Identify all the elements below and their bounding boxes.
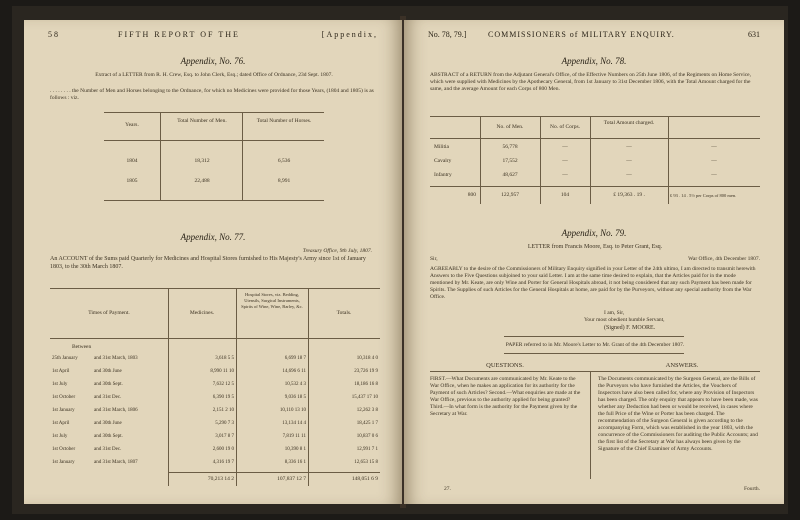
appendix-78-table [430, 116, 760, 206]
table-row [50, 404, 380, 417]
table-78-militia-average: — [711, 144, 717, 150]
table-78-row-militia: Militia [434, 144, 449, 150]
cell-date-end: and 30th Sept. [94, 434, 123, 439]
table-78-infantry-average: — [711, 172, 717, 178]
table-78-header-amount: Total Amount charged. [603, 120, 655, 126]
left-running-head: FIFTH REPORT OF THE [118, 30, 240, 39]
appendix-78-abstract: ABSTRACT of a RETURN from the Adjutant General's Office, of the Effective Numbers on 25th June 1806, of the Regiments on Home Service, which were supplied with Medicines by the Apothecary General, from 1st January to 31st December 1806, with the Total Amount charged for the same, and the average Amount for each Corps of 800 Men. [430, 72, 751, 92]
right-running-header [428, 30, 760, 42]
cell-stores: 8,336 16 1 [284, 460, 306, 465]
table-78-infantry-men: 48,627 [502, 172, 518, 178]
table-78-cavalry-average: — [711, 158, 717, 164]
table-78-cavalry-amount: — [626, 158, 632, 164]
cell-date: 1st July [52, 434, 68, 439]
table-78-cavalry-corps: — [562, 158, 568, 164]
table-78-row-cavalry: Cavalry [434, 158, 452, 164]
cell-medicines: 3,618 5 5 [215, 356, 234, 361]
cell-date-end: and 30th June [94, 421, 122, 426]
cell-stores: 9,036 18 5 [284, 395, 306, 400]
table-76-header-years: Years. [125, 122, 139, 128]
cell-stores: 10,110 13 10 [279, 408, 306, 413]
table-78-row-infantry: Infantry [434, 172, 452, 178]
cell-total: 15,437 17 10 [351, 395, 378, 400]
cell-medicines: 5,290 7 3 [215, 421, 234, 426]
cell-stores: 13,134 14 4 [282, 421, 306, 426]
cell-total: 12,991 7 1 [356, 447, 378, 452]
table-78-total-corps: 104 [560, 192, 570, 198]
appendix-77-title: Appendix, No. 77. [180, 232, 246, 242]
table-78-total-amount: £ 19,363 . 19 . [613, 192, 645, 198]
table-76-row2-men: 22,488 [194, 178, 210, 184]
table-77-header-times: Times of Payment. [88, 310, 130, 316]
cell-stores: 10,390 8 1 [284, 447, 306, 452]
right-page [404, 20, 784, 504]
appendix-78-title: Appendix, No. 78. [561, 56, 627, 66]
right-running-head-left: No. 78, 79.] [428, 30, 467, 39]
table-77-between-label: Between [72, 344, 92, 350]
table-row [50, 352, 380, 365]
appendix-76-extract-body: . . . . . . . . the Number of Men and Horses belonging to the Ordnance, for which no Medicines were provided for those Years, (1804 and 1805) is as follows : viz. [50, 88, 374, 101]
cell-date-end: and 31st Dec. [94, 447, 122, 452]
table-76-row1-horses: 6,536 [277, 158, 291, 164]
cell-date: 1st April [52, 369, 70, 374]
table-77-header-stores: Hospital Stores, viz. Bedding, Utensils, Surgical Instruments, Spirits of Wine, Wine, Barley, &c. [241, 292, 303, 309]
cell-date: 1st October [52, 395, 76, 400]
table-row [50, 378, 380, 391]
cell-date: 1st January [52, 460, 75, 465]
cell-total: 10,318 4 0 [356, 356, 378, 361]
cell-medicines: 8,990 11 10 [210, 369, 234, 374]
cell-stores: 10,532 4 3 [284, 382, 306, 387]
cell-stores: 14,696 6 11 [282, 369, 306, 374]
cell-stores: 7,819 11 11 [282, 434, 306, 439]
appendix-77-table [50, 288, 380, 494]
table-row [50, 430, 380, 443]
cell-date-end: and 31st March, 1803 [94, 356, 138, 361]
table-78-total-average: £ 93 . 14 . 5½ per Corps of 800 men. [670, 193, 737, 198]
book-spread [12, 6, 788, 514]
table-78-militia-amount: — [626, 144, 632, 150]
footer-signature-mark: 27. [444, 486, 451, 492]
table-77-body [50, 352, 380, 469]
appendix-76-title: Appendix, No. 76. [180, 56, 246, 66]
cell-total: 23,726 19 9 [354, 369, 378, 374]
table-76-header-horses: Total Number of Horses. [256, 118, 312, 124]
cell-date: 25th January [52, 356, 78, 361]
appendix-79-office: War Office, 4th December 1807. [688, 256, 760, 262]
cell-total: 12,653 15 8 [354, 460, 378, 465]
table-78-infantry-corps: — [562, 172, 568, 178]
appendix-79-signature: (Signed) F. MOORE. [604, 325, 656, 331]
right-running-head: COMMISSIONERS of MILITARY ENQUIRY. [488, 30, 675, 39]
questions-heading: QUESTIONS. [486, 362, 524, 369]
cell-stores: 6,699 18 7 [284, 356, 306, 361]
table-row [50, 365, 380, 378]
cell-date: 1st April [52, 421, 70, 426]
appendix-76-extract: Extract of a LETTER from R. H. Crew, Esq. to John Clerk, Esq.; dated Office of Ordnance, 23d Sept. 1807. [95, 72, 333, 78]
table-78-header-men: No. of Men. [496, 124, 524, 130]
cell-medicines: 7,632 12 5 [212, 382, 234, 387]
table-78-militia-corps: — [562, 144, 568, 150]
table-76-row1-men: 18,312 [194, 158, 210, 164]
cell-date: 1st July [52, 382, 68, 387]
table-row [50, 443, 380, 456]
appendix-77-account: An ACCOUNT of the Sums paid Quarterly for Medicines and Hospital Stores furnished to His Majesty's Army since 1st of January 1803, to the 30th March 1807. [50, 256, 366, 270]
cell-medicines: 2,600 19 0 [212, 447, 234, 452]
left-running-head-right: [Appendix, [321, 30, 378, 39]
appendix-79-title: Appendix, No. 79. [561, 228, 627, 238]
table-78-cavalry-men: 17,552 [502, 158, 518, 164]
appendix-79-closing: I am, Sir, [604, 310, 625, 316]
answers-text: The Documents communicated by the Surgeon General, are the Bills of the Purveyors who have furnished the Articles, the Vouchers of Inspectors have also been called for, where any Provision of Inspectors has been charged. The only enquiry that appears to have been made, was whether any Deduction had been or would be received, in cases where the full Price of the Wine or Porter has been charged. The recommendation of the Surgeon General is given according to the accompanying Form, which was established in the year 1803, with the concurrence of the Commissioners for auditing the Public Accounts; and the first list of the Secretary at War has always been given by the Signature of the Chief Examiner of Army Accounts. [598, 376, 758, 452]
appendix-79-paper-line: PAPER referred to in Mr. Moore's Letter to Mr. Grant of the 4th December 1807. [505, 342, 685, 348]
table-row [50, 417, 380, 430]
table-76-row2-horses: 8,991 [277, 178, 291, 184]
left-running-header [48, 30, 378, 42]
cell-total: 18,186 16 8 [354, 382, 378, 387]
cell-date-end: and 30th Sept. [94, 382, 123, 387]
table-76-header-men: Total Number of Men. [177, 118, 227, 124]
appendix-79-sir: Sir, [430, 256, 438, 262]
table-78-infantry-amount: — [626, 172, 632, 178]
table-77-header-totals: Totals. [336, 310, 352, 316]
table-78-total-men: 122,957 [501, 192, 519, 198]
questions-text: FIRST.—What Documents are communicated by Mr. Keate to the War Office, when he makes an application for its authority for the Payment of such Articles? Second.—What enquiries are made at the War Office, previous to the authority applied for being granted? Third.—In what form is the authority for the Payment given by the Secretary at War. [430, 376, 581, 417]
table-77-total-totals: 148,051 6 9 [351, 476, 378, 482]
cell-total: 18,425 1 7 [356, 421, 378, 426]
cell-date-end: and 30th June [94, 369, 122, 374]
table-77-header-medicines: Medicines. [189, 310, 215, 316]
cell-total: 12,262 3 8 [356, 408, 378, 413]
footer-catchword: Fourth. [743, 486, 760, 492]
table-76-row2-year: 1805 [126, 178, 138, 184]
table-77-total-stores: 107,837 12 7 [277, 476, 306, 482]
table-78-militia-men: 56,778 [502, 144, 518, 150]
right-page-number: 631 [748, 30, 760, 39]
appendix-76-table [104, 112, 324, 202]
cell-date-end: and 31st Dec. [94, 395, 122, 400]
appendix-77-dateline: Treasury Office, 9th July, 1807. [302, 248, 372, 254]
cell-medicines: 2,151 2 10 [212, 408, 234, 413]
cell-date-end: and 31st March, 1807 [94, 460, 138, 465]
appendix-79-letter-head: LETTER from Francis Moore, Esq. to Peter Grant, Esq. [527, 244, 663, 250]
answers-heading: ANSWERS. [665, 362, 699, 369]
cell-date: 1st January [52, 408, 75, 413]
left-page-number: 58 [48, 30, 60, 39]
cell-date-end: and 31st March, 1806 [94, 408, 138, 413]
cell-medicines: 4,316 19 7 [212, 460, 234, 465]
cell-medicines: 3,017 8 7 [215, 434, 234, 439]
cell-medicines: 6,390 19 5 [212, 395, 234, 400]
table-77-total-medicines: 70,213 14 2 [207, 476, 234, 482]
appendix-79-body: AGREEABLY to the desire of the Commissioners of Military Enquiry signified in your Letter of the 24th ultimo, I am directed to transmit herewith Answers to the Five Questions subjoined to your said Letter. I am at the same time desired to explain, that the Articles paid for in the mode mentioned by Mr. Keate, are only Wine and Porter for General Hospitals abroad, it not being considered that any such Payment has been made for Spirits. The Supplies of such Articles for the General Hospitals at home, are paid for by the Purveyors, without any special authority from the War Office. [430, 266, 756, 300]
table-78-header-corps: No. of Corps. [550, 124, 580, 130]
cell-total: 10,837 0 6 [356, 434, 378, 439]
appendix-79-closing2: Your most obedient humble Servant, [584, 317, 665, 323]
table-row [50, 456, 380, 469]
cell-date: 1st October [52, 447, 76, 452]
left-page [24, 20, 402, 504]
table-row [50, 391, 380, 404]
table-76-row1-year: 1804 [126, 158, 138, 164]
table-78-total-label: 800 [467, 192, 476, 198]
